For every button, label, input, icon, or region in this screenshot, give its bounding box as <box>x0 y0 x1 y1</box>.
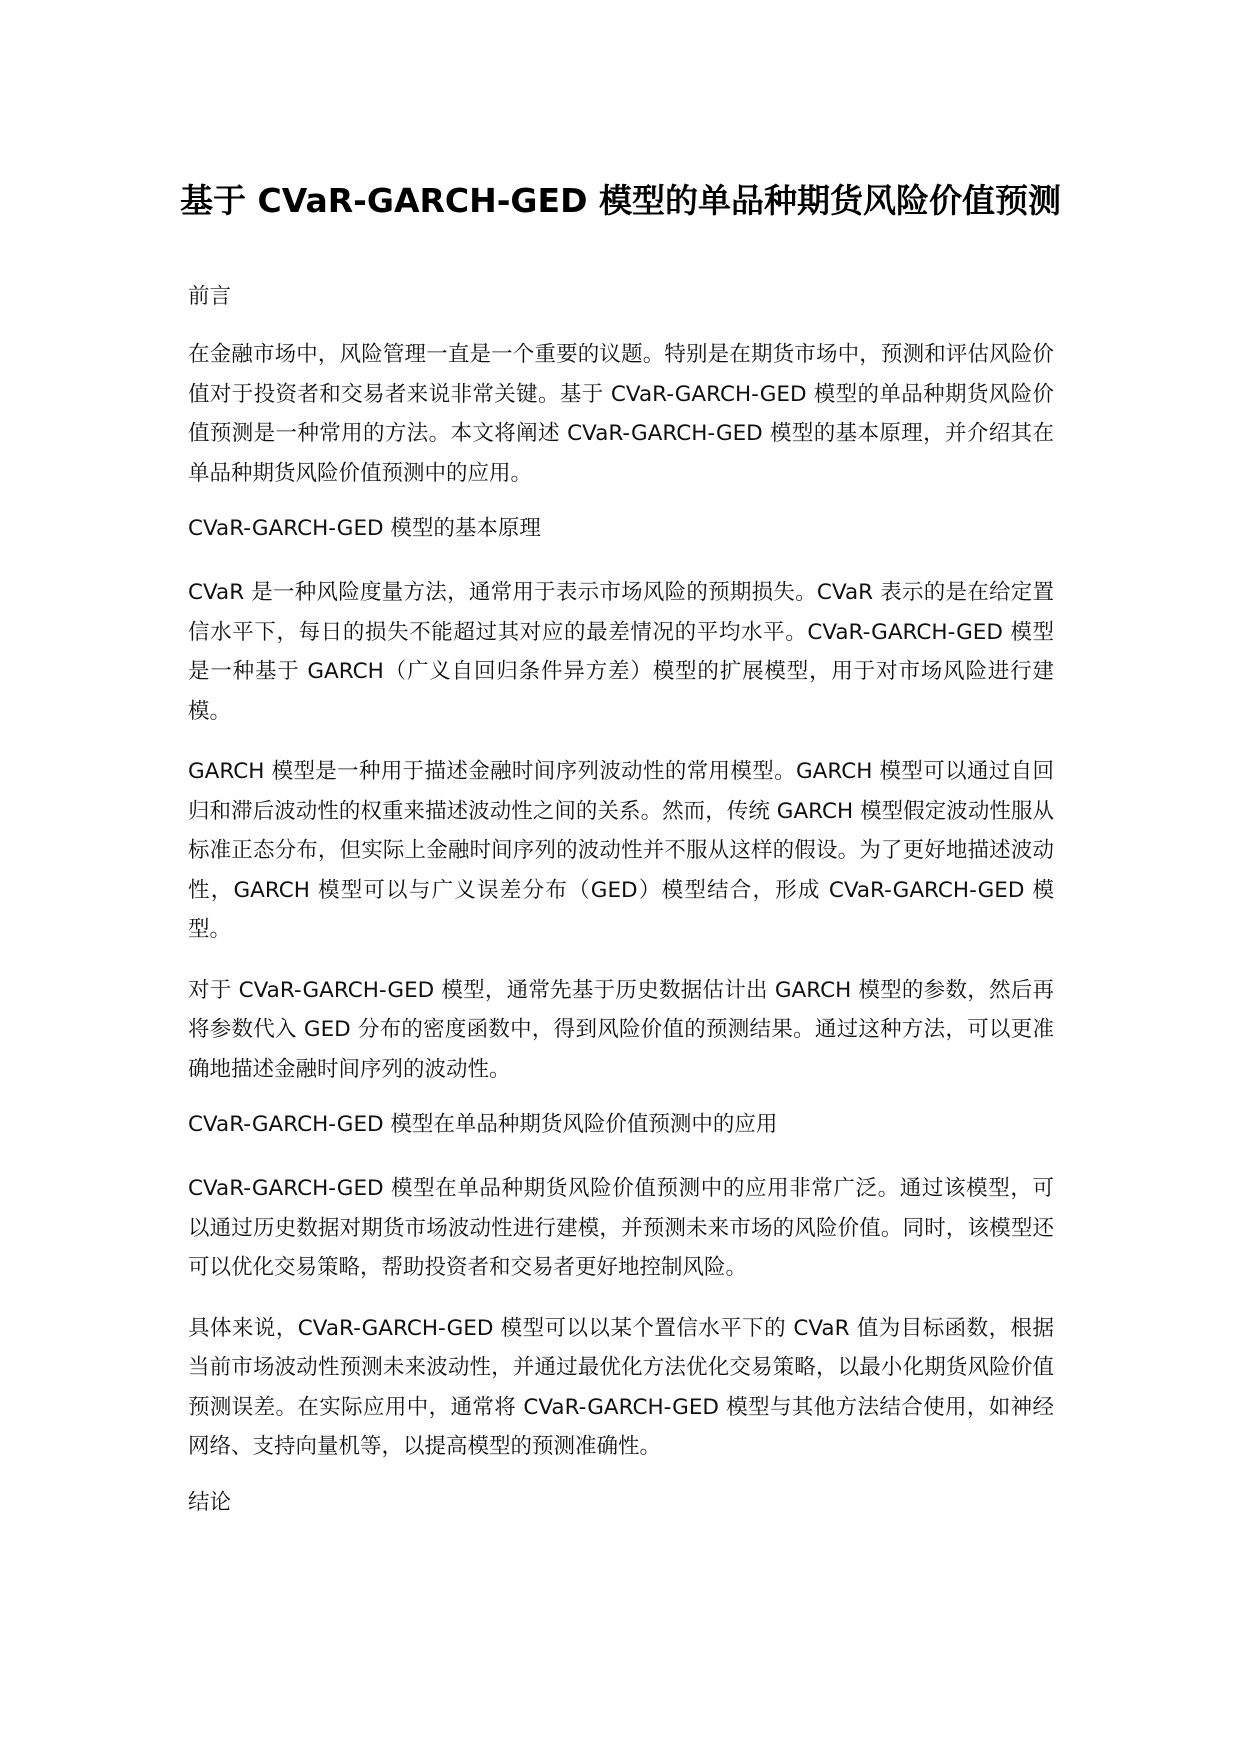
section-heading-conclusion: 结论 <box>188 1489 232 1515</box>
paragraph-garch: GARCH 模型是一种用于描述金融时间序列波动性的常用模型。GARCH 模型可以通过自回归和滞后波动性的权重来描述波动性之间的关系。然而，传统 GARCH 模型假定波动性服从标准正态分布，但实际上金融时间序列的波动性并不服从这样的假设。为了更好地描述波动性，GARCH 模型可以与广义误差分布（GED）模型结合，形成 CVaR-GARCH-GED 模型。 <box>188 759 1054 942</box>
section-heading-preface: 前言 <box>188 284 232 309</box>
document-body <box>188 282 1054 1547</box>
document-title: 基于 CVaR-GARCH-GED 模型的单品种期货风险价值预测 <box>180 181 1061 220</box>
paragraph-intro: 在金融市场中，风险管理一直是一个重要的议题。特别是在期货市场中，预测和评估风险价值对于投资者和交易者来说非常关键。基于 CVaR-GARCH-GED 模型的单品种期货风险价值预测是一种常用的方法。本文将阐述 CVaR-GARCH-GED 模型的基本原理，并介绍其在单品种期货风险价值预测中的应用。 <box>188 342 1054 486</box>
paragraph-cvar-definition: CVaR 是一种风险度量方法，通常用于表示市场风险的预期损失。CVaR 表示的是在给定置信水平下，每日的损失不能超过其对应的最差情况的平均水平。CVaR-GARCH-GED 模型是一种基于 GARCH（广义自回归条件异方差）模型的扩展模型，用于对市场风险进行建模。 <box>188 580 1054 724</box>
paragraph-estimation: 对于 CVaR-GARCH-GED 模型，通常先基于历史数据估计出 GARCH 模型的参数，然后再将参数代入 GED 分布的密度函数中，得到风险价值的预测结果。通过这种方法，可以更准确地描述金融时间序列的波动性。 <box>188 977 1054 1082</box>
section-heading-principle: CVaR-GARCH-GED 模型的基本原理 <box>188 516 541 541</box>
paragraph-details: 具体来说，CVaR-GARCH-GED 模型可以以某个置信水平下的 CVaR 值为目标函数，根据当前市场波动性预测未来波动性，并通过最优化方法优化交易策略，以最小化期货风险价值预测误差。在实际应用中，通常将 CVaR-GARCH-GED 模型与其他方法结合使用，如神经网络、支持向量机等，以提高模型的预测准确性。 <box>188 1315 1054 1459</box>
section-heading-application: CVaR-GARCH-GED 模型在单品种期货风险价值预测中的应用 <box>188 1112 778 1137</box>
paragraph-application: CVaR-GARCH-GED 模型在单品种期货风险价值预测中的应用非常广泛。通过该模型，可以通过历史数据对期货市场波动性进行建模，并预测未来市场的风险价值。同时，该模型还可以优化交易策略，帮助投资者和交易者更好地控制风险。 <box>188 1176 1054 1280</box>
